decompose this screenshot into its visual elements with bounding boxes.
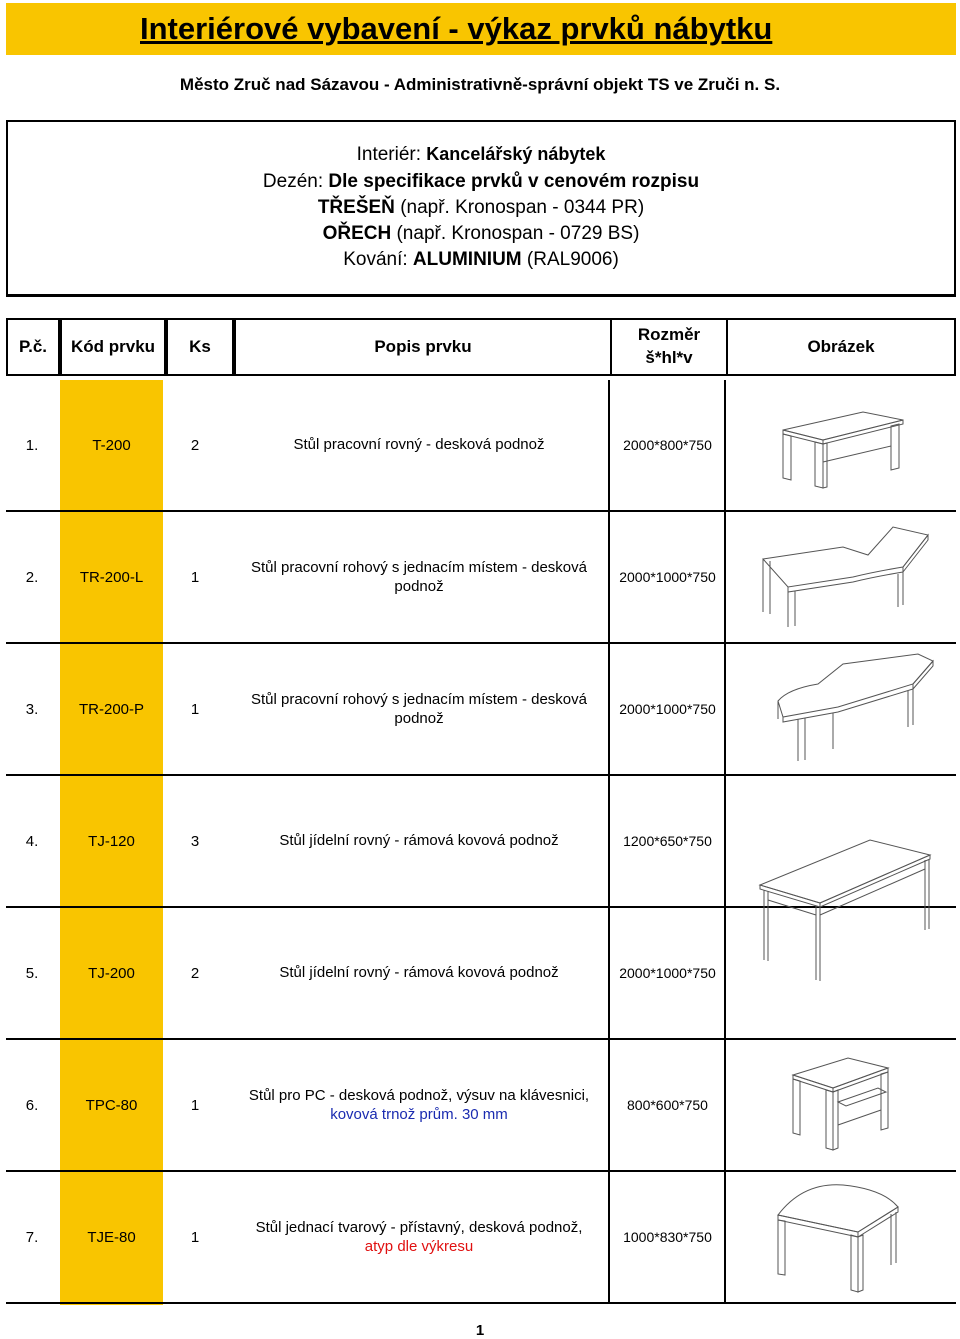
row-code: TJ-200 — [88, 964, 135, 982]
kovani-note: (RAL9006) — [526, 249, 619, 270]
col-header-dim — [610, 318, 728, 376]
pc-desk-icon — [728, 1040, 958, 1170]
info-interier — [8, 144, 954, 166]
row-qty: 3 — [190, 832, 200, 850]
row-qty: 1 — [190, 1228, 200, 1246]
orech-note: (např. Kronospan - 0729 BS) — [396, 223, 640, 244]
row-desc — [230, 1040, 608, 1170]
kovani-label: Kování: — [343, 249, 408, 270]
table-header — [6, 318, 956, 378]
row-code: TJE-80 — [87, 1228, 136, 1246]
row-divider — [724, 908, 726, 1038]
row-code: TR-200-L — [79, 568, 144, 586]
spec-info-box — [6, 120, 956, 297]
interier-value: Kancelářský nábytek — [426, 144, 606, 164]
row-desc-text: Stůl pro PC - desková podnož, výsuv na klávesnici, — [248, 1086, 590, 1104]
col-header-code: Kód prvku — [60, 318, 166, 376]
table-row — [0, 1040, 960, 1172]
row-desc-text: Stůl pracovní rovný - desková podnož — [293, 436, 545, 454]
corner-desk-right-icon — [728, 644, 958, 774]
dezen-label: Dezén: — [262, 171, 324, 192]
row-num: 1. — [25, 436, 39, 454]
row-desc — [230, 380, 608, 510]
col-header-num: P.č. — [6, 318, 60, 376]
info-dezen — [8, 171, 954, 193]
meeting-table-extension-icon — [728, 1172, 958, 1302]
page-number: 1 — [475, 1322, 485, 1339]
row-qty: 2 — [190, 964, 200, 982]
row-dim: 1200*650*750 — [623, 833, 712, 849]
row-num: 2. — [25, 568, 39, 586]
project-subtitle: Město Zruč nad Sázavou - Administrativně-správní objekt TS ve Zruči n. S. — [179, 75, 781, 94]
row-divider — [724, 776, 726, 906]
table-row — [0, 380, 960, 512]
straight-desk-icon — [728, 380, 958, 510]
row-dim: 2000*800*750 — [623, 437, 712, 453]
row-code: TPC-80 — [85, 1096, 138, 1114]
orech-name: OŘECH — [322, 223, 392, 244]
table-row — [0, 644, 960, 776]
row-dim: 800*600*750 — [627, 1097, 708, 1113]
row-code: T-200 — [92, 436, 131, 454]
row-desc-text: Stůl jídelní rovný - rámová kovová podnož — [279, 964, 559, 982]
row-dim: 1000*830*750 — [623, 1229, 712, 1245]
col-header-ks: Ks — [166, 318, 234, 376]
row-dim: 2000*1000*750 — [619, 701, 716, 717]
row-qty: 1 — [190, 568, 200, 586]
page-title: Interiérové vybavení - výkaz prvků nábytku — [140, 11, 773, 46]
col-header-dim-line2: š*hl*v — [645, 348, 693, 367]
row-desc-text: Stůl jednací tvarový - přístavný, desková podnož, — [255, 1218, 583, 1236]
row-num: 5. — [25, 964, 39, 982]
row-code: TR-200-P — [78, 700, 145, 718]
row-desc-text: Stůl jídelní rovný - rámová kovová podnož — [279, 832, 559, 850]
interier-label: Interiér: — [356, 144, 422, 165]
dining-table-frame-icon — [755, 835, 935, 985]
row-desc — [230, 512, 608, 642]
table-row — [0, 1172, 960, 1304]
row-desc — [230, 644, 608, 774]
col-header-dim-line1: Rozměr — [637, 325, 701, 345]
table-row — [0, 512, 960, 644]
row-desc — [230, 908, 608, 1038]
row-divider — [724, 644, 726, 774]
row-divider — [724, 512, 726, 642]
dezen-value: Dle specifikace prvků v cenovém rozpisu — [328, 171, 700, 192]
row-qty: 1 — [190, 700, 200, 718]
row-divider — [724, 1172, 726, 1302]
row-qty: 1 — [190, 1096, 200, 1114]
row-divider — [724, 1040, 726, 1170]
col-header-img: Obrázek — [726, 318, 956, 376]
row-dim: 2000*1000*750 — [619, 965, 716, 981]
row-desc-text: Stůl pracovní rohový s jednacím místem - desková podnož — [251, 690, 587, 727]
row-num: 7. — [25, 1228, 39, 1246]
row-num: 3. — [25, 700, 39, 718]
info-tresen — [8, 197, 954, 219]
row-divider — [724, 380, 726, 510]
info-kovani — [8, 249, 954, 271]
corner-desk-left-icon — [728, 512, 958, 642]
row-dim: 2000*1000*750 — [619, 569, 716, 585]
row-separator — [6, 1302, 956, 1304]
tresen-note: (např. Kronospan - 0344 PR) — [400, 197, 645, 218]
title-bar — [6, 3, 956, 55]
row-desc-text: Stůl pracovní rohový s jednacím místem - desková podnož — [251, 558, 587, 595]
row-desc — [230, 776, 608, 906]
row-code: TJ-120 — [88, 832, 135, 850]
kovani-value: ALUMINIUM — [412, 249, 522, 270]
row-num: 6. — [25, 1096, 39, 1114]
row-num: 4. — [25, 832, 39, 850]
row-desc — [230, 1172, 608, 1302]
row-desc-note: kovová trnož prům. 30 mm — [330, 1106, 508, 1123]
info-orech — [8, 223, 954, 245]
tresen-name: TŘEŠEŇ — [317, 197, 395, 218]
col-header-desc: Popis prvku — [234, 318, 612, 376]
row-desc-note: atyp dle výkresu — [364, 1238, 474, 1255]
row-qty: 2 — [190, 436, 200, 454]
